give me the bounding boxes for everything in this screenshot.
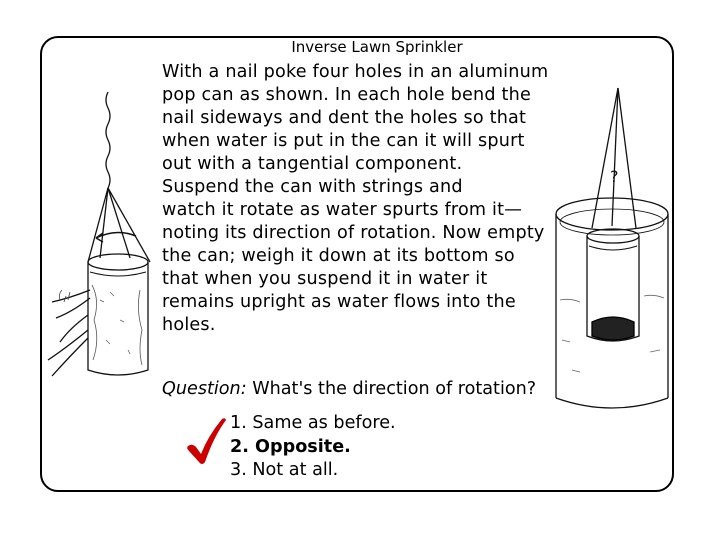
- question-text: What's the direction of rotation?: [246, 379, 537, 399]
- question-label: Question:: [162, 379, 247, 399]
- answer-options: [230, 412, 396, 483]
- slide-title: Inverse Lawn Sprinkler: [291, 38, 463, 56]
- question: [162, 378, 622, 401]
- suspended-can-illustration: [48, 92, 150, 376]
- answer-option-2[interactable]: 2. Opposite.: [230, 436, 351, 457]
- question-mark-label: ?: [610, 167, 619, 186]
- answer-option-3[interactable]: 3. Not at all.: [230, 460, 339, 480]
- answer-option-1[interactable]: 1. Same as before.: [230, 413, 396, 433]
- check-icon: [184, 416, 228, 466]
- instructions-paragraph: With a nail poke four holes in an aluminum pop can as shown. In each hole bend the nail sideways and dent the holes so that when water is put in the can it will spurt out with a tangential component. Suspend the can with strings and watch it rotate as water spurts from it— noting its direction of rotation. Now empty the can; weigh it down at its bottom so that when you suspend it in water it remains upright as water flows into the holes.: [162, 62, 549, 335]
